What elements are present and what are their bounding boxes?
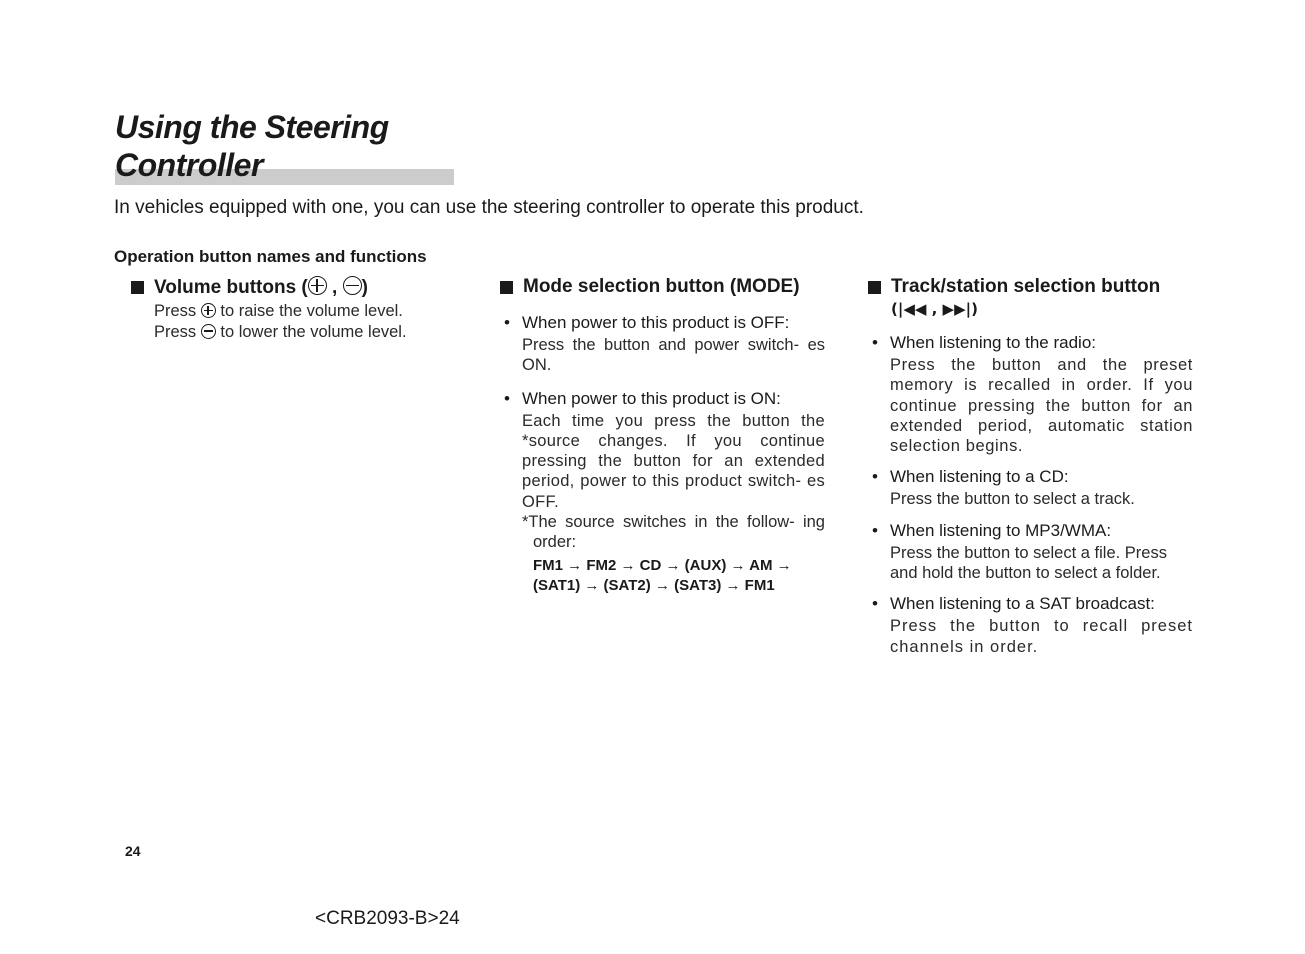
list-item-text: Each time you press the button the *source changes. If you continue pressing the button for an extended period, power to this product switch- es OFF.: [522, 411, 825, 511]
square-bullet-icon: [868, 281, 881, 294]
list-item-title: When listening to a CD:: [890, 467, 1069, 487]
bullet-dot: •: [504, 388, 510, 408]
volume-description: [154, 301, 461, 342]
raise-suffix: to raise the volume level.: [220, 302, 403, 320]
bullet-dot: •: [504, 313, 510, 332]
volume-lower-line: [154, 322, 461, 343]
lower-suffix: to lower the volume level.: [220, 322, 407, 341]
volume-raise-line: [154, 301, 461, 322]
mode-heading: [500, 276, 825, 298]
plus-circle-icon: [201, 303, 216, 318]
skip-buttons-icon: (|◀◀ , ▶▶|): [891, 300, 978, 318]
source-order-note: *The source switches in the follow- ing order:: [522, 513, 825, 552]
title-line-2: Controller: [115, 147, 263, 183]
page-title: [115, 108, 455, 184]
source-order-line-1: FM1 → FM2 → CD → (AUX) → AM →: [533, 556, 792, 574]
list-item-title: When power to this product is OFF:: [522, 313, 790, 332]
minus-circle-icon: [201, 324, 216, 339]
page-number: 24: [125, 843, 141, 859]
volume-heading-sep: ,: [326, 277, 343, 298]
list-item: [500, 388, 825, 512]
title-line-1: Using the Steering: [115, 109, 389, 145]
list-item-text: Press the button and the preset memory is recalled in order. If you continue pressing the button for an extended period, automatic station selection begins.: [890, 356, 1193, 456]
list-item-title: When power to this product is ON:: [522, 388, 781, 408]
list-item-text: Press the button and power switch- es ON.: [522, 336, 825, 375]
list-item: [868, 466, 1193, 509]
list-item: [500, 312, 825, 376]
source-order-line-2: (SAT1) → (SAT2) → (SAT3) → FM1: [533, 576, 775, 594]
list-item-title: When listening to a SAT broadcast:: [890, 594, 1155, 614]
volume-heading-suffix: ): [361, 277, 368, 298]
track-section: [868, 276, 1193, 657]
title-block: [115, 108, 455, 184]
bullet-dot: •: [872, 520, 878, 540]
list-item: [868, 520, 1193, 584]
list-item-title: When listening to MP3/WMA:: [890, 520, 1112, 540]
square-bullet-icon: [131, 281, 144, 294]
list-item: [868, 332, 1193, 456]
plus-circle-icon: [308, 276, 327, 295]
raise-prefix: Press: [154, 302, 197, 320]
mode-section: [500, 276, 825, 596]
list-item-text: Press the button to select a file. Press and hold the button to select a folder.: [890, 543, 1167, 583]
lower-prefix: Press: [154, 322, 197, 341]
volume-heading-prefix: Volume buttons (: [154, 277, 308, 298]
section-subheading: Operation button names and functions: [114, 247, 427, 266]
intro-text: In vehicles equipped with one, you can use the steering controller to operate this product.: [114, 197, 864, 218]
volume-section: [131, 276, 461, 342]
list-item-text: Press the button to recall preset channels in order.: [890, 617, 1193, 656]
track-heading-text: Track/station selection button: [891, 276, 1161, 297]
source-order-sequence: [533, 556, 825, 596]
minus-circle-icon: [343, 276, 362, 295]
document-code: <CRB2093-B>24: [315, 908, 460, 929]
bullet-dot: •: [872, 333, 878, 352]
volume-heading: [131, 276, 461, 299]
square-bullet-icon: [500, 281, 513, 294]
list-item: [868, 593, 1193, 657]
list-item-title: When listening to the radio:: [890, 333, 1097, 352]
list-item-text: Press the button to select a track.: [890, 490, 1135, 509]
track-heading: [868, 276, 1193, 320]
bullet-dot: •: [872, 467, 878, 487]
mode-heading-text: Mode selection button (MODE): [523, 276, 800, 297]
bullet-dot: •: [872, 594, 878, 614]
